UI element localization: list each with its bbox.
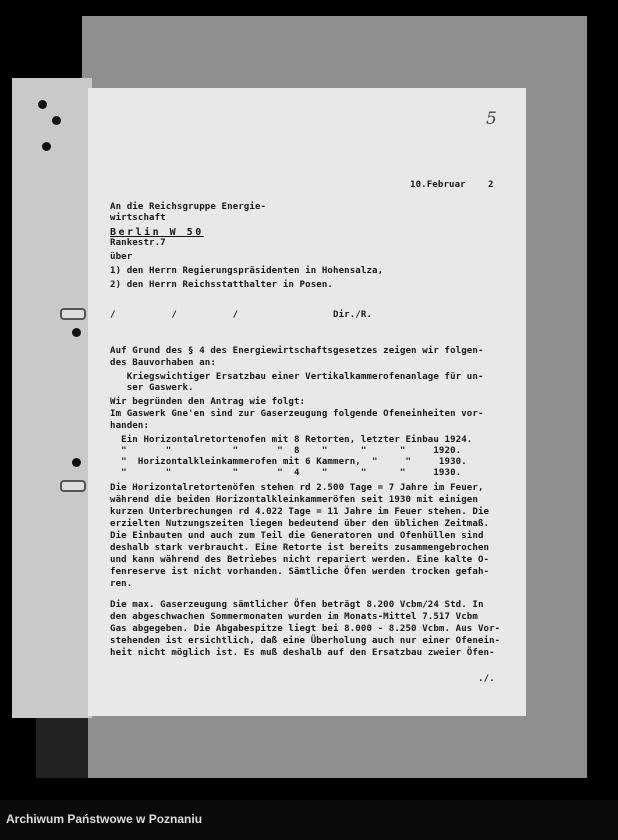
address-line: 2) den Herrn Reichsstatthalter in Posen.	[110, 280, 333, 290]
address-line: An die Reichsgruppe Energie-	[110, 202, 267, 212]
body-line: des Bauvorhaben an:	[110, 358, 216, 368]
body-line: Die Horizontalretortenöfen stehen rd 2.500 Tage = 7 Jahre im Feuer,	[110, 483, 484, 493]
body-line: während die beiden Horizontalkleinkammeröfen seit 1930 mit einigen	[110, 495, 478, 505]
address-line: über	[110, 252, 133, 262]
left-binding-strip	[12, 78, 92, 718]
binder-tab	[36, 718, 88, 778]
address-line: wirtschaft	[110, 213, 166, 223]
body-line: Auf Grund des § 4 des Energiewirtschaftsgesetzes zeigen wir folgen-	[110, 346, 484, 356]
body-line: ser Gaswerk.	[110, 383, 194, 393]
body-line: heit nicht möglich ist. Es muß deshalb auf den Ersatzbau zweier Öfen-	[110, 648, 495, 658]
body-line: Ein Horizontalretortenofen mit 8 Retorten, letzter Einbau 1924.	[110, 435, 473, 445]
continuation-mark: ./.	[478, 674, 495, 684]
body-line: handen:	[110, 421, 150, 431]
binder-ring	[60, 308, 86, 320]
body-line: Die Einbauten und auch zum Teil die Generatoren und Ofenhüllen sind	[110, 531, 484, 541]
body-line: " Horizontalkleinkammerofen mit 6 Kammern, " " 1930.	[110, 457, 467, 467]
letter-page	[88, 88, 526, 716]
body-line: Im Gaswerk Gne'en sind zur Gaserzeugung folgende Ofeneinheiten vor-	[110, 409, 484, 419]
reference-marks: / / / Dir./R.	[110, 310, 373, 320]
punch-hole	[52, 116, 61, 125]
body-line: Gas abgegeben. Die Abgabespitze liegt bei 8.000 - 8.250 Vcbm. Aus Vor-	[110, 624, 501, 634]
body-line: " " " " 8 " " " 1920.	[110, 446, 462, 456]
body-line: Kriegswichtiger Ersatzbau einer Vertikalkammerofenanlage für un-	[110, 372, 484, 382]
punch-hole	[38, 100, 47, 109]
punch-hole	[42, 142, 51, 151]
date-line: 10.Februar 2	[410, 180, 494, 190]
archive-footer	[0, 800, 618, 840]
body-line: Die max. Gaserzeugung sämtlicher Öfen beträgt 8.200 Vcbm/24 Std. In	[110, 600, 484, 610]
body-line: ren.	[110, 579, 133, 589]
body-line: kurzen Unterbrechungen rd 4.022 Tage = 11 Jahre im Feuer stehen. Die	[110, 507, 490, 517]
address-line: 1) den Herrn Regierungspräsidenten in Hohensalza,	[110, 266, 384, 276]
binder-ring	[60, 480, 86, 492]
address-city: Berlin W 50	[110, 227, 204, 238]
page-number: 5	[486, 109, 497, 129]
body-line: fenreserve ist nicht vorhanden. Sämtliche Öfen werden trocken gefah-	[110, 567, 490, 577]
body-line: deshalb stark verbraucht. Eine Retorte ist bereits zusammengebrochen	[110, 543, 490, 553]
body-line: den abgeschwachen Sommermonaten wurden im Monats-Mittel 7.517 Vcbm	[110, 612, 478, 622]
body-line: erzielten Nutzungszeiten liegen bedeutend über den üblichen Zeitmaß.	[110, 519, 490, 529]
address-line: Rankestr.7	[110, 238, 166, 248]
body-line: und kann während des Betriebes nicht repariert werden. Eine kalte O-	[110, 555, 490, 565]
archive-name: Archiwum Państwowe w Poznaniu	[6, 812, 203, 826]
body-line: " " " " 4 " " " 1930.	[110, 468, 462, 478]
punch-hole	[72, 328, 81, 337]
punch-hole	[72, 458, 81, 467]
body-line: Wir begründen den Antrag wie folgt:	[110, 397, 306, 407]
body-line: stehenden ist ersichtlich, daß eine Überholung auch nur einer Ofenein-	[110, 636, 501, 646]
